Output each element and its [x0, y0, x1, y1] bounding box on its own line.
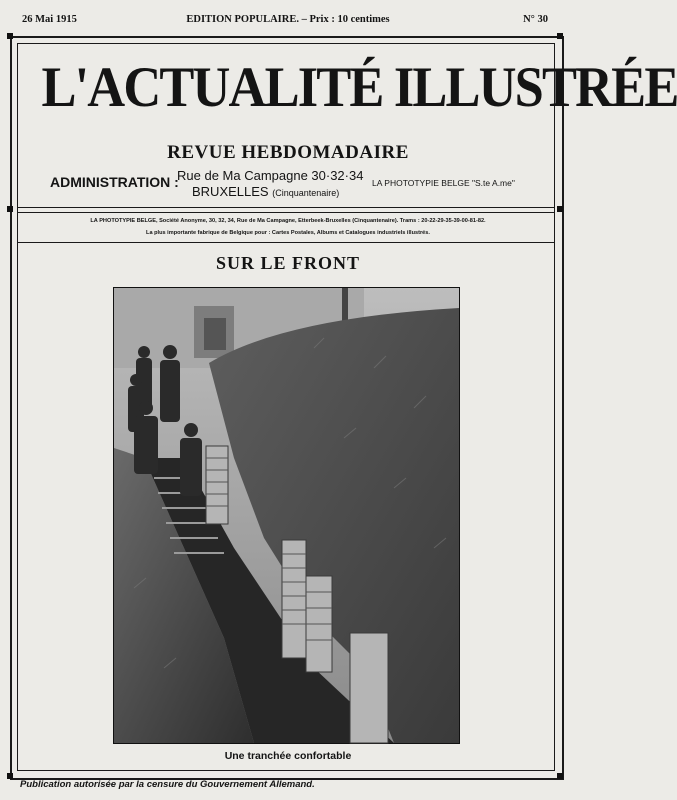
issue-number: N° 30 — [523, 14, 548, 25]
photo-caption: Une tranchée confortable — [224, 750, 352, 762]
corner-ornament — [7, 33, 13, 39]
section-title: SUR LE FRONT — [215, 253, 361, 273]
corner-ornament — [7, 773, 13, 779]
city-note: (Cinquantenaire) — [272, 188, 340, 198]
corner-ornament — [557, 773, 563, 779]
administration-city — [192, 184, 339, 199]
divider-rule — [18, 770, 554, 771]
corner-ornament — [7, 206, 13, 212]
administration-address: Rue de Ma Campagne 30·32·34 — [177, 168, 364, 183]
publisher-name: LA PHOTOTYPIE BELGE "S.te A.me" — [372, 178, 515, 188]
corner-ornament — [557, 206, 563, 212]
divider-rule — [18, 212, 554, 213]
city-name: BRUXELLES — [192, 184, 269, 199]
divider-rule — [18, 207, 554, 208]
issue-date: 26 Mai 1915 — [22, 14, 77, 25]
publisher-tagline: La plus importante fabrique de Belgique pour : Cartes Postales, Albums et Catalogues industriels illustrés. — [146, 230, 430, 236]
publisher-info-line: LA PHOTOTYPIE BELGE, Société Anonyme, 30, 32, 34, Rue de Ma Campagne, Etterbeek-Bruxelles (Cinquantenaire). Trams : 20-22-29-35-39-00-81-82. — [90, 218, 486, 224]
edition-price: EDITION POPULAIRE. – Prix : 10 centimes — [186, 14, 390, 25]
corner-ornament — [557, 33, 563, 39]
masthead-subtitle: REVUE HEBDOMADAIRE — [167, 142, 409, 163]
administration-label: ADMINISTRATION : — [50, 174, 179, 190]
censorship-note: Publication autorisée par la censure du Gouvernement Allemand. — [20, 779, 315, 790]
trench-photograph — [113, 287, 460, 744]
masthead-title: L'ACTUALITÉ ILLUSTRÉE — [41, 56, 677, 119]
divider-rule — [18, 242, 554, 243]
